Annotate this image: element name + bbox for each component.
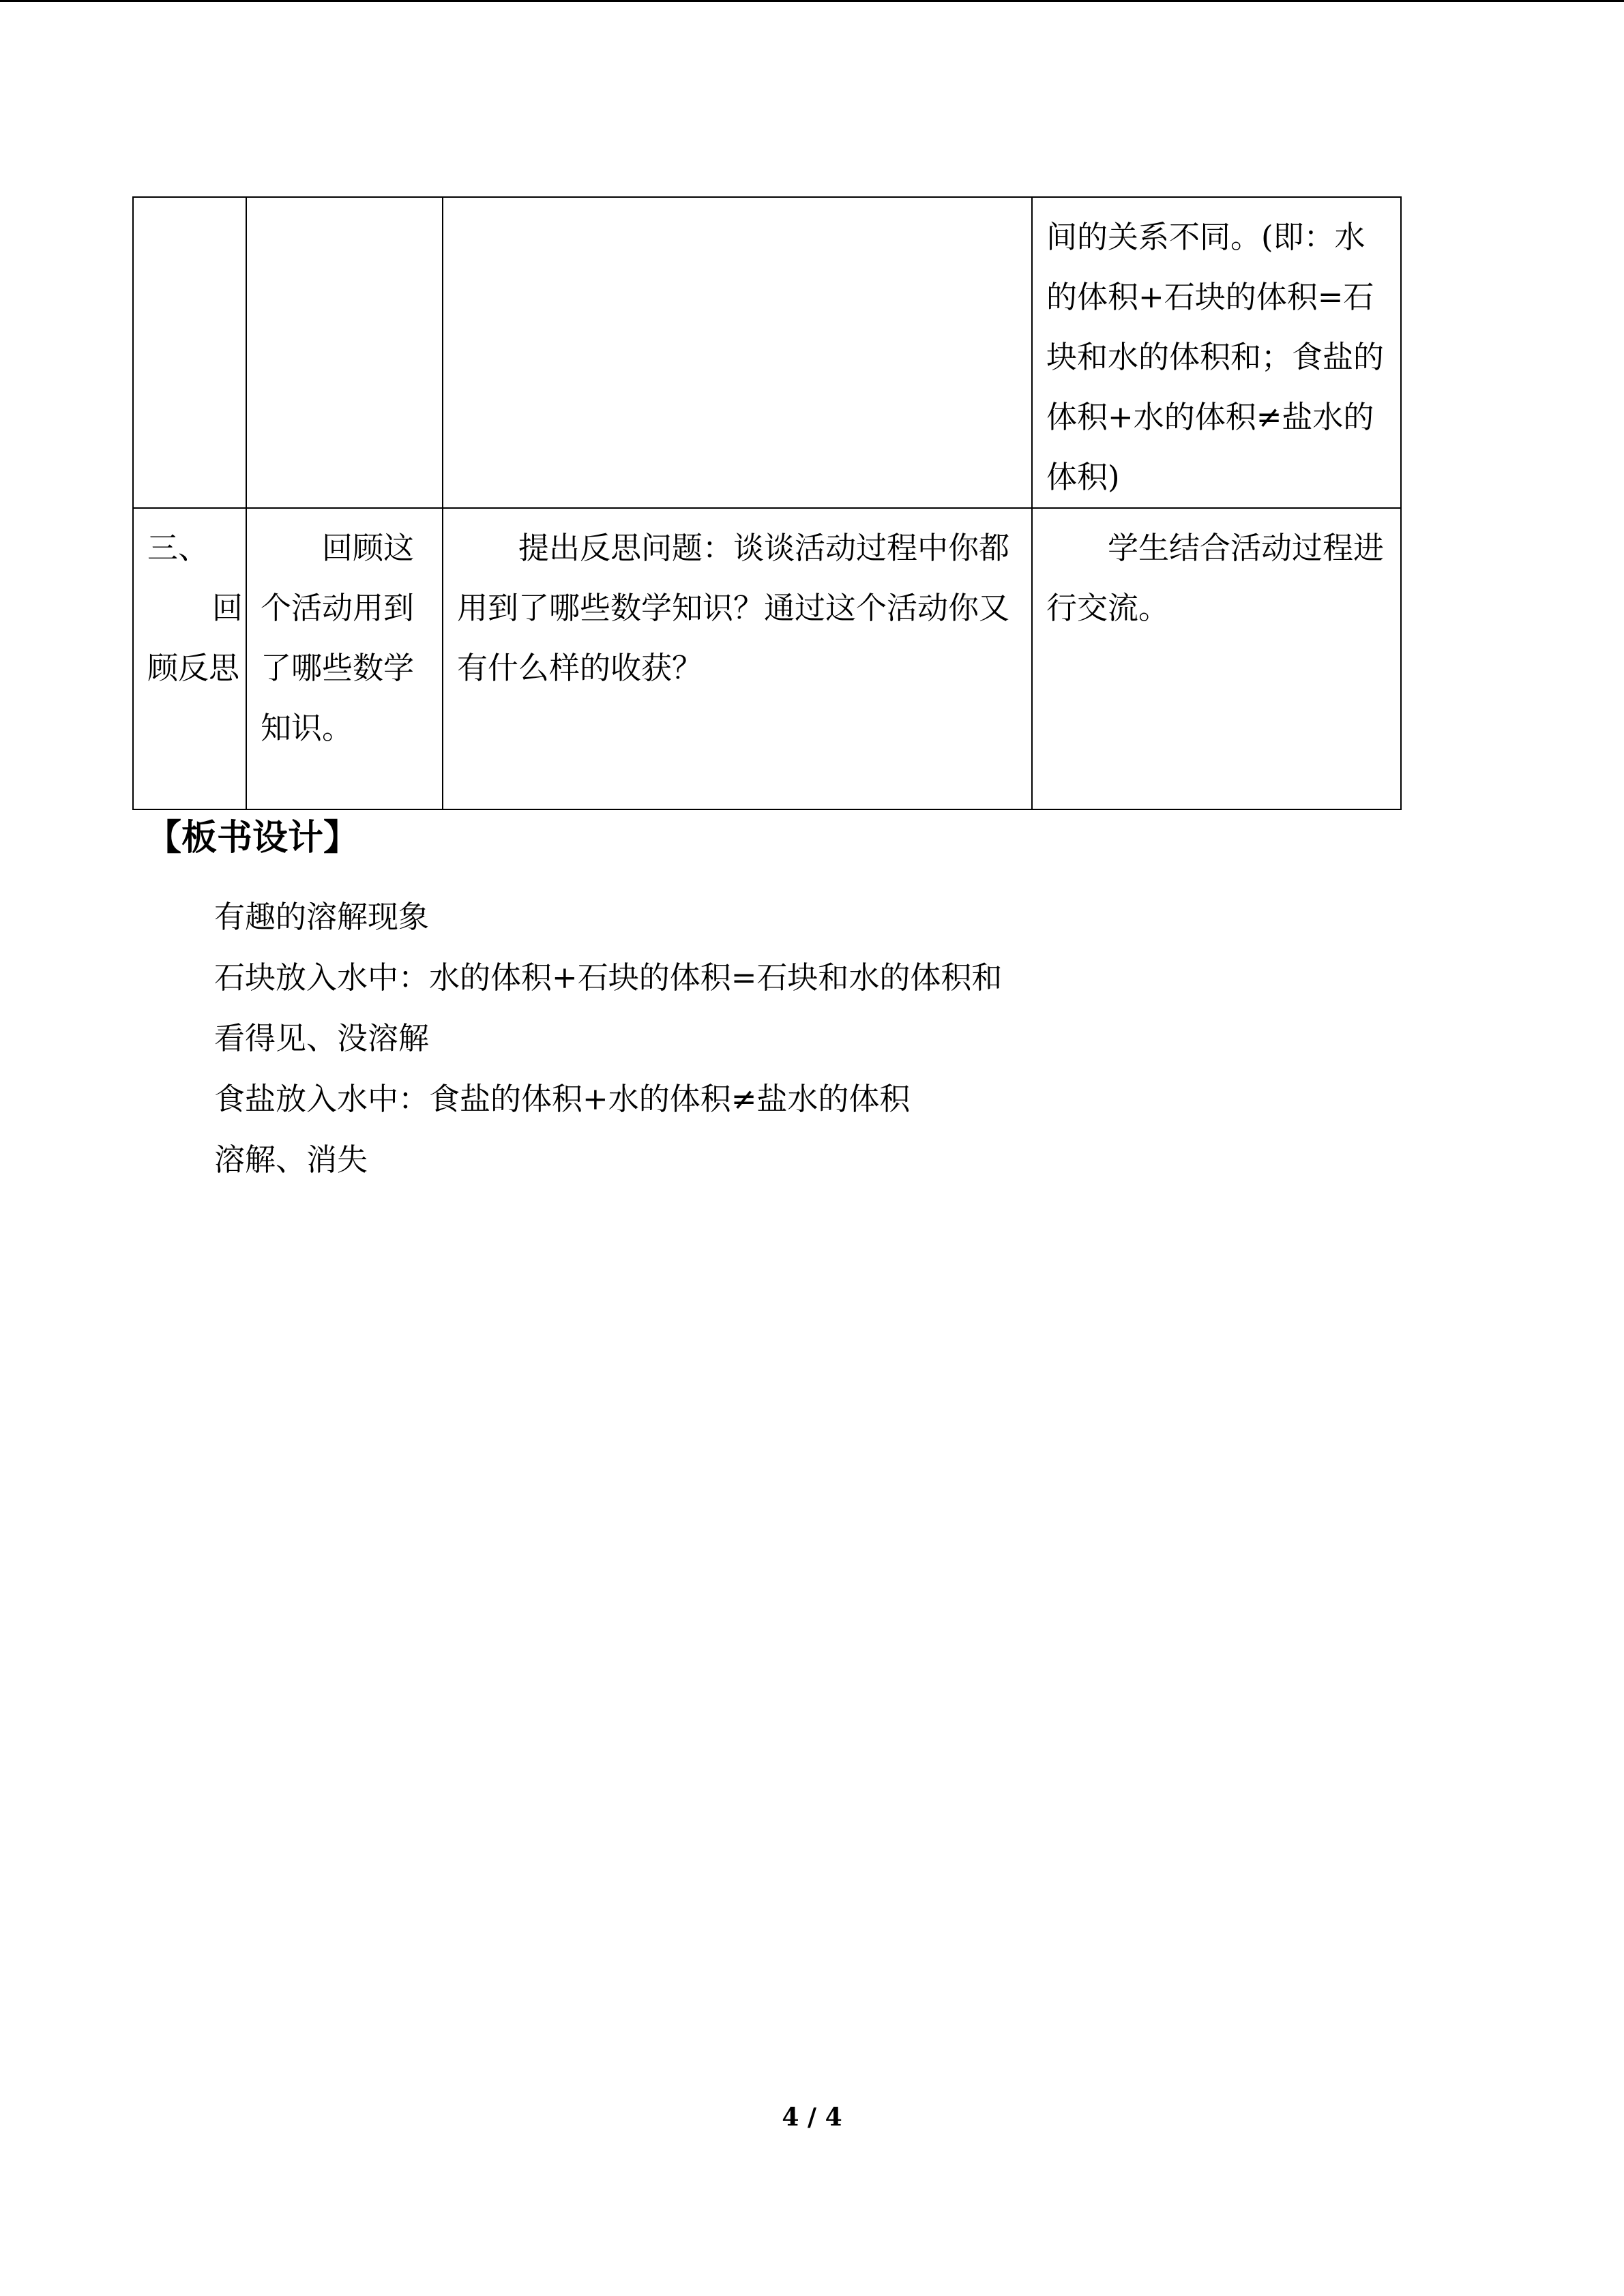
teacher-activity-cell [443, 197, 1032, 508]
phase-cell [133, 508, 246, 809]
page-number: 4 / 4 [782, 2103, 842, 2132]
phase-cell [133, 197, 246, 508]
student-activity-cell: 间的关系不同。(即：水的体积+石块的体积=石块和水的体积和；食盐的体积+水的体积≠盐水的体积) [1032, 197, 1401, 508]
board-line: 溶解、消失 [214, 1142, 368, 1178]
phase-title-rest: 顾反思 [147, 650, 240, 686]
teacher-activity-cell: 提出反思问题：谈谈活动过程中你都用到了哪些数学知识？通过这个活动你又有什么样的收获？ [443, 508, 1032, 809]
board-design-heading: 【板书设计】 [146, 818, 359, 859]
phase-title-part: 回 [211, 590, 243, 626]
phase-number: 三、 [147, 530, 209, 566]
student-activity-cell: 学生结合活动过程进行交流。 [1032, 508, 1401, 809]
goal-cell: 回顾这个活动用到了哪些数学知识。 [246, 508, 443, 809]
top-border-line [0, 0, 1624, 2]
board-line: 石块放入水中：水的体积+石块的体积=石块和水的体积和 [214, 959, 1003, 996]
board-line: 食盐放入水中：食盐的体积+水的体积≠盐水的体积 [214, 1081, 911, 1117]
board-line: 有趣的溶解现象 [214, 899, 430, 935]
board-design-content [214, 886, 1002, 1190]
board-line: 看得见、没溶解 [214, 1020, 430, 1056]
goal-cell [246, 197, 443, 508]
table-row [133, 508, 1401, 809]
lesson-table [132, 196, 1402, 810]
table-row [133, 197, 1401, 508]
